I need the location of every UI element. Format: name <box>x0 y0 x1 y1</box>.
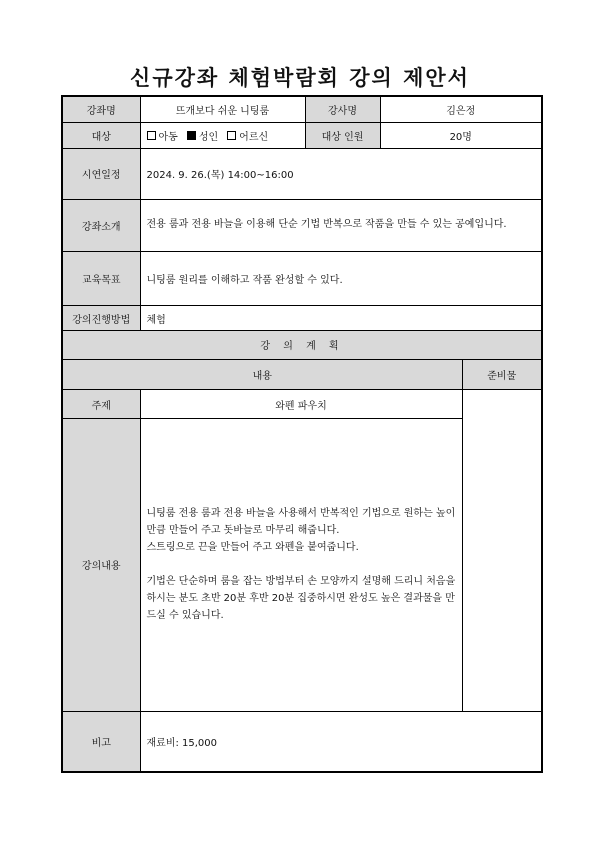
proposal-form <box>61 95 543 773</box>
materials-cell <box>462 389 542 711</box>
row-topic <box>62 389 542 418</box>
target-count-label: 대상 인원 <box>305 122 380 148</box>
schedule-label: 시연일정 <box>62 149 140 200</box>
method-label: 강의진행방법 <box>62 305 140 330</box>
note-value: 재료비: 15,000 <box>140 711 542 772</box>
note-label: 비고 <box>62 711 140 772</box>
row-course <box>62 96 542 122</box>
content-body <box>140 419 462 711</box>
instructor-value: 김은정 <box>380 96 542 122</box>
page-title: 신규강좌 체험박람회 강의 제안서 <box>130 66 470 90</box>
target-option-child[interactable]: 아동 <box>147 132 178 143</box>
course-label: 강좌명 <box>62 96 140 122</box>
checkbox-empty-icon <box>147 131 156 140</box>
checkbox-empty-icon <box>227 131 236 140</box>
topic-value: 와펜 파우치 <box>140 389 462 418</box>
row-goal <box>62 252 542 306</box>
content-paragraph <box>147 556 456 573</box>
goal-label: 교육목표 <box>62 252 140 306</box>
content-label: 강의내용 <box>62 419 140 711</box>
row-intro <box>62 199 542 252</box>
instructor-label: 강사명 <box>305 96 380 122</box>
target-label: 대상 <box>62 122 140 148</box>
row-target <box>62 122 542 148</box>
materials-header: 준비물 <box>462 359 542 389</box>
content-paragraph: 스트링으로 끈을 만들어 주고 와펜을 붙여줍니다. <box>146 542 359 554</box>
row-plan-header <box>62 331 542 359</box>
row-method <box>62 305 542 330</box>
target-option-adult[interactable]: 성인 <box>187 132 218 143</box>
row-schedule <box>62 149 542 200</box>
plan-header: 강 의 계 획 <box>62 331 542 359</box>
target-options <box>140 122 305 148</box>
goal-value: 니팅룸 원리를 이해하고 작품 완성할 수 있다. <box>140 252 542 306</box>
row-plan-columns <box>62 359 542 389</box>
intro-label: 강좌소개 <box>62 199 140 252</box>
row-note <box>62 711 542 772</box>
method-value: 체험 <box>140 305 542 330</box>
target-option-senior[interactable]: 어르신 <box>227 132 268 143</box>
content-paragraph: 기법은 단순하며 룸을 잡는 방법부터 손 모양까지 설명해 드리니 처음을 하시는 분도 초반 20분 후반 20분 집중하시면 완성도 높은 결과물을 만드실 수 있습니다. <box>146 576 456 622</box>
course-value: 뜨개보다 쉬운 니팅룸 <box>140 96 305 122</box>
topic-label: 주제 <box>62 389 140 418</box>
target-count-value: 20명 <box>380 122 542 148</box>
content-paragraph: 니팅룸 전용 룸과 전용 바늘을 사용해서 반복적인 기법으로 원하는 높이만큼 만들어 주고 돗바늘로 마무리 해줍니다. <box>146 508 456 537</box>
schedule-value: 2024. 9. 26.(목) 14:00~16:00 <box>140 149 542 200</box>
intro-value: 전용 룸과 전용 바늘을 이용해 단순 기법 반복으로 작품을 만들 수 있는 공예입니다. <box>140 199 542 252</box>
checkbox-checked-icon <box>187 131 196 140</box>
content-header: 내용 <box>62 359 462 389</box>
